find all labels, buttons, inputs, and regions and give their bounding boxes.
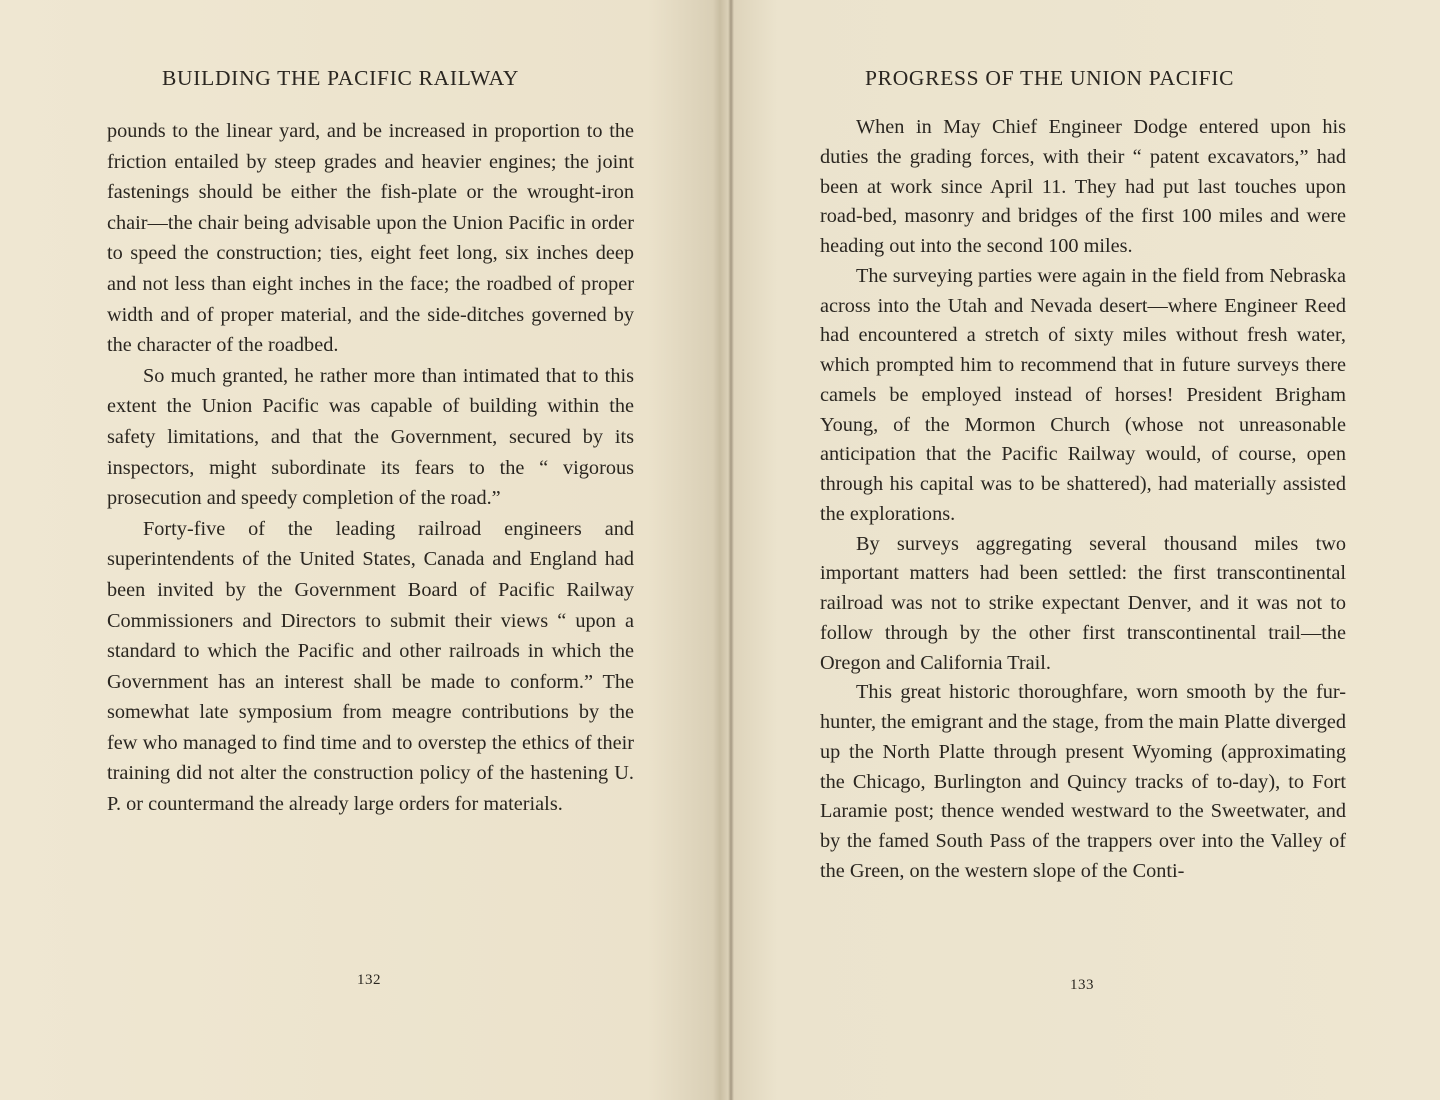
right-paragraph-4: This great historic thoroughfare, worn smooth by the fur-hunter, the emigrant and the stage, from the main Platte diverged up the North Platte through present Wyoming (approximating the Chicago, Burlington and Quincy tracks of to-day), to Fort Laramie post; thence wended westward to the Sweetwater, and by the famed South Pass of the trappers over into the Valley of the Green, on the western slope of the Conti- [820,681,1346,882]
left-page-number: 132 [357,972,381,988]
right-running-head: PROGRESS OF THE UNION PACIFIC [865,66,1235,90]
left-paragraph-2: So much granted, he rather more than intimated that to this extent the Union Pacific was capable of building within the safety limitations, and that the Government, secured by its inspectors, might subordinate its fears to the “ vigorous prosecution and speedy completion of the road.” [107,364,634,510]
left-running-head: BUILDING THE PACIFIC RAILWAY [162,66,520,90]
book-gutter [728,0,734,1100]
right-paragraph-2: The surveying parties were again in the field from Nebraska across into the Utah and Nevada desert—where Engineer Reed had encountered a stretch of sixty miles without fresh water, which prompted him to recommend that in future surveys there camels be employed instead of horses! President Brigham Young, of the Mormon Church (whose not unreasonable anticipation that the Pacific Railway would, of course, open through his capital was to be shattered), had materially assisted the explorations. [820,264,1346,525]
right-page [735,0,1440,1100]
right-paragraph-1: When in May Chief Engineer Dodge entered upon his duties the grading forces, with their “ patent excavators,” had been at work since April 11. They had put last touches upon road-bed, masonry and bridges of the first 100 miles and were heading out into the second 100 miles. [820,116,1346,257]
right-paragraph-3: By surveys aggregating several thousand miles two important matters had been settled: the first transcontinental railroad was not to strike expectant Denver, and it was not to follow through by the other first transcontinental trail—the Oregon and California Trail. [820,532,1346,674]
right-page-number: 133 [1070,977,1094,993]
left-paragraph-1: pounds to the linear yard, and be increased in proportion to the friction entailed by steep grades and heavier engines; the joint fastenings should be either the fish-plate or the wrought-iron chair—the chair being advisable upon the Union Pacific in order to speed the construction; ties, eight feet long, six inches deep and not less than eight inches in the face; the roadbed of proper width and of proper material, and the side-ditches governed by the character of the roadbed. [107,120,634,357]
right-body-text [820,113,1346,887]
left-paragraph-3: Forty-five of the leading railroad engineers and superintendents of the United States, Canada and England had been invited by the Government Board of Pacific Railway Commissioners and Directors to submit their views “ upon a standard to which the Pacific and other railroads in which the Government has an interest shall be made to conform.” The somewhat late symposium from meagre contributions by the few who managed to find time and to overstep the ethics of their training did not alter the construction policy of the hastening U. P. or countermand the already large orders for materials. [107,517,634,816]
left-body-text [107,116,634,820]
